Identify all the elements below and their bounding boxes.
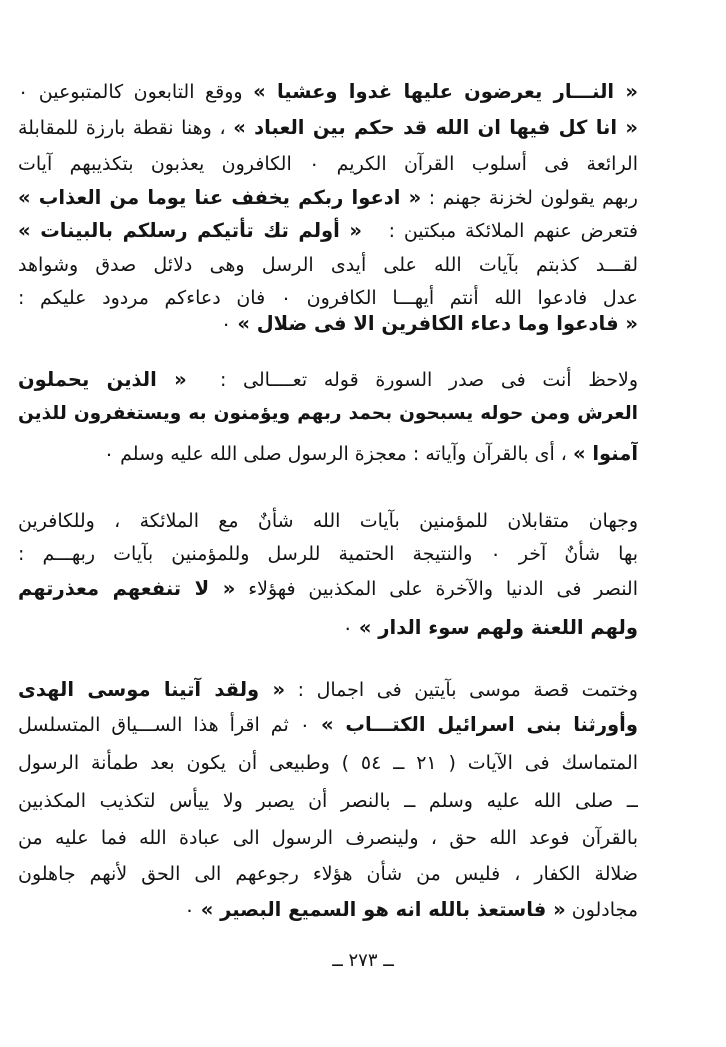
text-line	[18, 503, 638, 539]
body-text: ولاحظ أنت فى صدر السورة قوله تعــــالى :	[186, 369, 638, 391]
text-line	[18, 610, 638, 646]
quoted-verse: ولهم اللعنة ولهم سوء الدار »	[358, 616, 638, 639]
body-text: ــ صلى الله عليه وسلم ــ بالنصر أن يصبر ولا ييأس لتكذيب المكذبين	[18, 790, 638, 812]
body-text: ربهم يقولون لخزنة جهنم :	[421, 187, 638, 209]
text-line	[18, 436, 638, 472]
body-text: ٠	[184, 899, 201, 921]
page-number: ــ ٢٧٣ ــ	[332, 950, 394, 971]
text-line	[18, 856, 638, 892]
text-line	[18, 146, 638, 182]
text-line	[18, 110, 638, 146]
quoted-verse: « ادعوا ربكم يخفف عنا يوما من العذاب »	[18, 186, 422, 209]
body-text: وجهان متقابلان للمؤمنين بآيات الله شأنٌ مع الملائكة ، وللكافرين	[18, 510, 638, 532]
body-text: ، أى بالقرآن وآياته : معجزة الرسول صلى الله عليه وسلم ٠	[103, 443, 573, 465]
quoted-verse: « انا كل فيها ان الله قد حكم بين العباد »	[233, 116, 638, 139]
body-text: وختمت قصة موسى بآيتين فى اجمال :	[285, 679, 638, 701]
text-line	[18, 707, 638, 743]
body-text: الرائعة فى أسلوب القرآن الكريم ٠ الكافرون يعذبون بتكذيبهم آيات	[18, 153, 638, 175]
text-line	[18, 672, 638, 708]
text-line	[18, 247, 638, 283]
text-line	[18, 571, 638, 607]
body-text: لقـــد كذبتم بآيات الله على أيدى الرسل وهى دلائل صدق وشواهد	[18, 254, 638, 276]
body-text: ضلالة الكفار ، فليس من شأن هؤلاء رجوعهم الى الحق لأنهم جاهلون	[18, 863, 638, 885]
quoted-verse: العرش ومن حوله يسبحون بحمد ربهم ويؤمنون به ويستغفرون للذين	[18, 403, 638, 424]
quoted-verse: « ولقد آتينا موسى الهدى	[18, 678, 286, 701]
text-line	[18, 213, 638, 249]
text-line	[18, 783, 638, 819]
text-line	[18, 892, 638, 928]
quoted-verse: « فاستعذ بالله انه هو السميع البصير »	[200, 898, 566, 921]
text-line	[18, 745, 638, 781]
body-text: ، وهنا نقطة بارزة للمقابلة	[18, 117, 234, 139]
body-text: بالقرآن فوعد الله حق ، ولينصرف الرسول الى عبادة الله فما عليه من	[18, 827, 638, 849]
body-text: ٠	[342, 617, 359, 639]
quoted-verse: « الذين يحملون	[18, 368, 187, 391]
body-text: ووقع التابعون كالمتبوعين ٠	[18, 81, 254, 103]
quoted-verse: آمنوا »	[572, 442, 638, 465]
quoted-verse: وأورثنا بنى اسرائيل الكتـــاب »	[320, 713, 638, 736]
quoted-verse: « لا تنفعهم معذرتهم	[18, 577, 236, 600]
text-line	[18, 536, 638, 572]
text-line	[18, 74, 638, 110]
body-text: بها شأنٌ آخر ٠ والنتيجة الحتمية للرسل وللمؤمنين بآيات ربهـــم :	[18, 543, 638, 565]
body-text: المتماسك فى الآيات ( ٢١ ــ ٥٤ ) وطبيعى أن يكون بعد طمأنة الرسول	[18, 752, 638, 774]
text-line	[18, 362, 638, 398]
body-text: ٠ ثم اقرأ هذا الســـياق المتسلسل	[18, 714, 321, 736]
quoted-verse: « أولم تك تأتيكم رسلكم بالبينات »	[18, 219, 363, 242]
body-text: ٠	[221, 313, 238, 335]
quoted-verse: « النـــار يعرضون عليها غدوا وعشيا »	[253, 80, 638, 103]
body-text: فتعرض عنهم الملائكة مبكتين :	[362, 220, 638, 242]
body-text: عدل فادعوا الله أنتم أيهـــا الكافرون ٠ فان دعاءكم مردود عليكم :	[18, 287, 638, 309]
quoted-verse: « فادعوا وما دعاء الكافرين الا فى ضلال »	[237, 312, 638, 335]
body-text: النصر فى الدنيا والآخرة على المكذبين فهؤلاء	[235, 578, 638, 600]
text-line	[18, 180, 638, 216]
text-line	[18, 396, 638, 432]
text-line	[18, 820, 638, 856]
body-text: مجادلون	[565, 899, 638, 921]
text-line	[18, 306, 638, 342]
